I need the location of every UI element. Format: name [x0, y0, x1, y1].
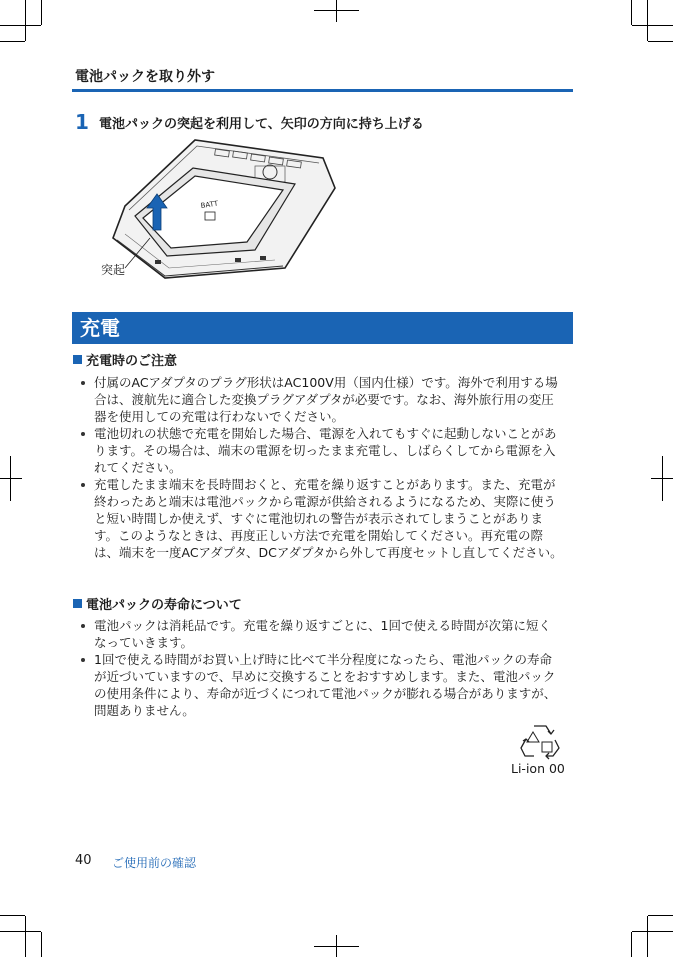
recycle-label: Li-ion 00 [511, 761, 565, 776]
chapter-heading: 充電 [72, 312, 573, 344]
subheading-battery-life [73, 594, 242, 613]
list-item: 付属のACアダプタのプラグ形状はAC100V用（国内仕様）です。海外で利用する場合は、渡航先に適合した変換プラグアダプタが必要です。なお、海外旅行用の変圧器を使用しての充電は行わないでください。 [75, 374, 563, 425]
recycle-icon [520, 722, 560, 760]
list-item: 電池切れの状態で充電を開始した場合、電源を入れてもすぐに起動しないことがあります。その場合は、端末の電源を切ったまま充電し、しばらくしてから電源を入れてください。 [75, 425, 563, 476]
precautions-list [75, 374, 563, 561]
battery-label: BATT [200, 199, 219, 210]
page-number: 40 [75, 853, 92, 868]
list-item: 1回で使える時間がお買い上げ時に比べて半分程度になったら、電池パックの寿命が近づいていますので、早めに交換することをおすすめします。また、電池パックの使用条件により、寿命が近づくにつれて電池パックが膨れる場合がありますが、問題ありません。 [75, 651, 563, 719]
subheading-text: 電池パックの寿命について [86, 598, 242, 613]
subheading-text: 充電時のご注意 [86, 354, 178, 369]
list-item: 充電したまま端末を長時間おくと、充電を繰り返すことがあります。また、充電が終わったあと端末は電池パックから電源が供給されるようになるため、実際に使うと短い時間しか使えず、すぐに電池切れの警告が表示されてしまうことがあります。このようなときは、再度正しい方法で充電を開始してください。再充電の際は、端末を一度ACアダプタ、DCアダプタから外して再度セットし直してください。 [75, 476, 563, 561]
section-title: 電池パックを取り外す [75, 69, 215, 85]
list-item: 電池パックは消耗品です。充電を繰り返すごとに、1回で使える時間が次第に短くなっていきます。 [75, 617, 563, 651]
footer-chapter-title: ご使用前の確認 [112, 856, 197, 870]
battery-removal-illustration [95, 128, 345, 288]
step-number: 1 [75, 110, 89, 134]
step-instruction: 電池パックの突起を利用して、矢印の方向に持ち上げる [99, 116, 424, 132]
square-bullet-icon [73, 355, 82, 364]
square-bullet-icon [73, 599, 82, 608]
figure-callout-tab: 突起 [101, 263, 126, 277]
battery-life-list [75, 617, 563, 719]
section-divider [72, 89, 573, 92]
subheading-precautions [73, 350, 177, 369]
